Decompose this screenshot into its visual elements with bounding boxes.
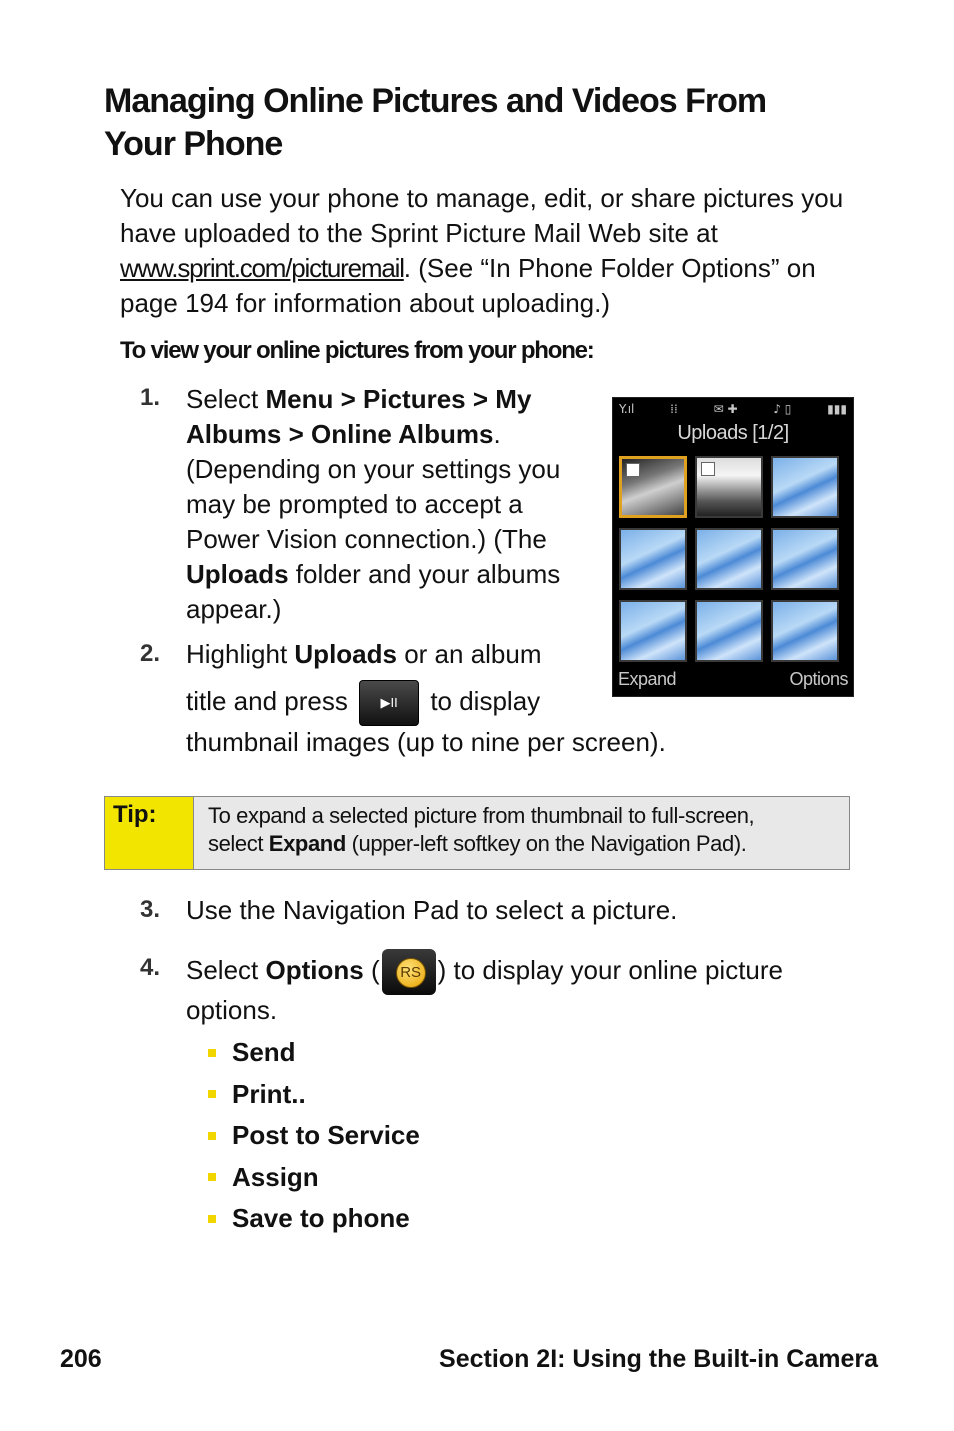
step-1-sep: > (465, 384, 496, 414)
intro-text-1: You can use your phone to manage, edit, or share pictures you have uploaded to the Sprint Picture Mail Web site at (120, 183, 844, 248)
softkey-options: Options (789, 669, 848, 689)
bullet-icon (208, 1090, 216, 1098)
procedure-heading: To view your online pictures from your phone: (120, 337, 594, 364)
list-item (208, 1032, 420, 1074)
battery-icon: ▮▮▮ (827, 402, 847, 416)
thumbnail (619, 456, 687, 518)
softkey-bar (618, 669, 848, 690)
signal-icon: Y.ıl (619, 402, 635, 416)
step-2-text-a: Highlight (186, 639, 295, 669)
status-bar (619, 402, 847, 418)
step-4-number: 4. (140, 954, 161, 981)
option-assign: Assign (232, 1161, 319, 1192)
list-item (208, 1074, 420, 1116)
bullet-icon (208, 1215, 216, 1223)
step-2-line-3: thumbnail images (up to nine per screen). (186, 727, 666, 757)
step-4-options: Options (265, 955, 364, 985)
thumbnail (771, 528, 839, 590)
step-2-uploads: Uploads (294, 639, 397, 669)
right-softkey-icon (382, 949, 436, 995)
softkey-expand: Expand (618, 669, 677, 689)
tip-box (104, 796, 850, 870)
step-4-line-2: options. (186, 995, 278, 1025)
message-icon: ✉ ✚ (713, 402, 738, 416)
picturemail-link[interactable]: www.sprint.com/picturemail (120, 253, 404, 283)
step-4-text-c: ) to display your online picture (437, 955, 784, 985)
play-pause-key-icon: ▶II (359, 680, 419, 726)
thumbnail (619, 600, 687, 662)
tip-label: Tip: (105, 797, 194, 869)
step-1-pictures: Pictures (363, 384, 466, 414)
tip-body (194, 797, 754, 869)
title-line-1: Managing Online Pictures and Videos From (104, 82, 767, 120)
step-4-text-a: Select (186, 955, 266, 985)
rs-key-label: RS (396, 958, 426, 988)
step-4-text-b: ( (363, 955, 380, 985)
option-send: Send (232, 1037, 296, 1067)
step-2-line-2 (186, 678, 606, 726)
step-1-my-albums: My Albums (186, 384, 532, 449)
bullet-icon (208, 1049, 216, 1057)
step-3-text: Use the Navigation Pad to select a picture. (186, 895, 678, 925)
data-icon: ⁞⁞ (670, 402, 678, 416)
step-2-line-1 (186, 637, 606, 672)
ringer-icon: ♪ ▯ (773, 402, 792, 416)
list-item (208, 1157, 420, 1199)
step-2-number: 2. (140, 640, 161, 667)
tip-select: select (208, 831, 269, 856)
bullet-icon (208, 1173, 216, 1181)
option-post-to-service: Post to Service (232, 1120, 420, 1150)
bullet-icon (208, 1132, 216, 1140)
phone-screen-image (612, 397, 854, 697)
step-1-select: Select (186, 384, 266, 414)
thumbnail (695, 600, 763, 662)
tip-line-2: (upper-left softkey on the Navigation Pad). (345, 831, 747, 856)
section-title: Section 2I: Using the Built-in Camera (439, 1345, 878, 1373)
thumbnail (619, 528, 687, 590)
step-1-text (186, 382, 586, 627)
thumbnail (771, 600, 839, 662)
page-number: 206 (60, 1345, 102, 1373)
uploads-title: Uploads [1/2] (677, 422, 789, 444)
step-1-sep: > (281, 419, 311, 449)
thumbnail (695, 456, 763, 518)
option-save-to-phone: Save to phone (232, 1203, 410, 1233)
step-3-number: 3. (140, 896, 161, 923)
step-2-text-d: to display (423, 686, 541, 716)
checkbox-icon (701, 462, 715, 476)
checkbox-icon (626, 463, 640, 477)
tip-line-1: To expand a selected picture from thumbnail to full-screen, (208, 803, 755, 828)
option-print: Print.. (232, 1078, 306, 1109)
step-1-online-albums: Online Albums (310, 419, 494, 449)
list-item (208, 1198, 420, 1240)
step-2-text-b: or an album (396, 639, 542, 669)
intro-paragraph (120, 181, 870, 321)
step-1-uploads: Uploads (186, 559, 289, 589)
step-4-line-1 (186, 946, 866, 995)
step-1-text-end: folder and your albums appear.) (186, 559, 561, 624)
page-title (104, 80, 804, 166)
step-1-sep: > (333, 384, 364, 414)
step-1-number: 1. (140, 384, 161, 411)
thumbnail (771, 456, 839, 518)
intro-text-2: . (See “In Phone Folder Options” on page 194 for information about uploading.) (120, 253, 816, 318)
list-item (208, 1115, 420, 1157)
options-list (208, 1032, 420, 1240)
title-line-2: Your Phone (104, 125, 283, 163)
tip-expand: Expand (268, 831, 346, 856)
step-2-text-c: title and press (186, 686, 356, 716)
step-1-text-rest: . (Depending on your settings you may be prompted to accept a Power Vision connection.) (The (186, 419, 561, 554)
thumbnail (695, 528, 763, 590)
step-1-menu: Menu (265, 384, 334, 414)
thumbnail-grid (619, 456, 849, 662)
